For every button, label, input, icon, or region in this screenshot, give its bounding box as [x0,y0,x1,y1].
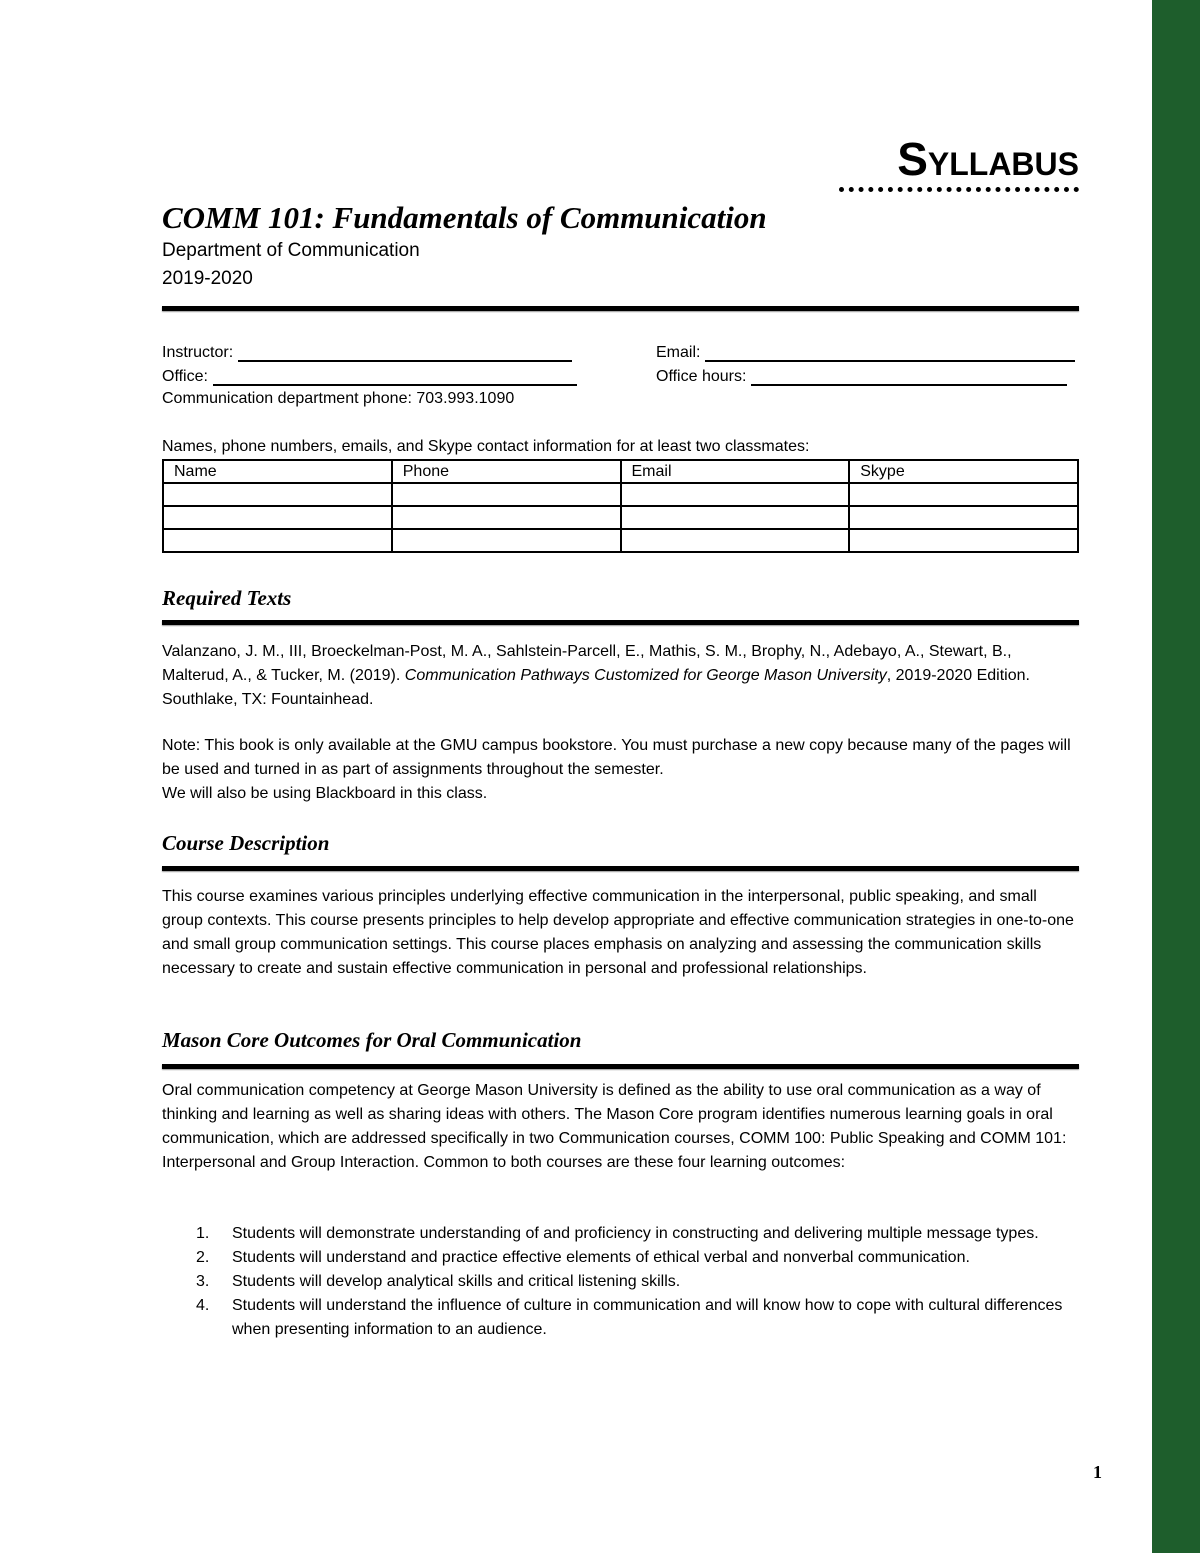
table-cell[interactable] [849,529,1078,552]
required-texts-heading: Required Texts [162,586,292,610]
table-cell[interactable] [392,483,621,506]
table-cell[interactable] [163,506,392,529]
table-cell[interactable] [621,529,850,552]
list-text: Students will demonstrate understanding of and proficiency in constructing and delivering multiple message types. [232,1225,1039,1242]
department-phone: Communication department phone: 703.993.1090 [162,390,515,407]
list-item [162,1222,1079,1246]
textbook-citation [162,640,1079,712]
list-text: Students will understand and practice effective elements of ethical verbal and nonverbal communication. [232,1249,970,1266]
column-header-phone: Phone [392,460,621,483]
table-cell[interactable] [621,506,850,529]
learning-outcomes-list [162,1222,1079,1342]
table-cell[interactable] [392,506,621,529]
table-cell[interactable] [849,483,1078,506]
section-rule [162,866,1079,871]
section-rule [162,1064,1079,1069]
citation-title: Communication Pathways Customized for George Mason University [404,667,887,684]
list-number: 4. [196,1297,210,1314]
table-cell[interactable] [163,483,392,506]
table-cell[interactable] [163,529,392,552]
header-rule [162,306,1079,311]
instructor-field [162,342,572,362]
classmates-table [162,459,1079,553]
textbook-note: Note: This book is only available at the GMU campus bookstore. You must purchase a new copy because many of the pages will be used and turned in as part of assignments throughout the semester. [162,737,1071,778]
column-header-skype: Skype [849,460,1078,483]
course-description-body: This course examines various principles underlying effective communication in the interpersonal, public speaking, and small group contexts. This course presents principles to help develop appropriate and effective communication strategies in one-to-one and small group communication settings. This course places emphasis on analyzing and assessing the communication skills necessary to create and sustain effective communication in personal and professional relationships. [162,888,1074,977]
course-title: COMM 101: Fundamentals of Communication [162,200,767,235]
table-cell[interactable] [849,506,1078,529]
mason-core-heading: Mason Core Outcomes for Oral Communication [162,1028,582,1052]
email-blank[interactable] [705,342,1075,362]
column-header-email: Email [621,460,850,483]
syllabus-heading: Syllabus [897,133,1079,185]
list-number: 1. [196,1225,210,1242]
email-field [656,342,1075,362]
office-label: Office: [162,368,208,385]
instructor-label: Instructor: [162,344,234,361]
list-text: Students will understand the influence of culture in communication and will know how to cope with cultural differences when presenting information to an audience. [232,1297,1063,1338]
blackboard-note: We will also be using Blackboard in this class. [162,785,488,802]
list-number: 2. [196,1249,210,1266]
column-header-name: Name [163,460,392,483]
page-number: 1 [1093,1462,1102,1482]
list-number: 3. [196,1273,210,1290]
section-rule [162,620,1079,625]
office-field [162,366,577,386]
table-header-row [163,460,1078,483]
department-name: Department of Communication [162,240,420,261]
table-cell[interactable] [392,529,621,552]
table-cell[interactable] [621,483,850,506]
office-hours-label: Office hours: [656,368,747,385]
citation-edition: , 2019-2020 Edition. Southlake, TX: Fountainhead. [162,667,1030,708]
list-item [162,1270,1079,1294]
table-row [163,506,1078,529]
course-description-heading: Course Description [162,831,330,855]
mason-core-body: Oral communication competency at George Mason University is defined as the ability to use oral communication as a way of thinking and learning as well as sharing ideas with others. The Mason Core program identifies numerous learning goals in oral communication, which are addressed specifically in two Communication courses, COMM 100: Public Speaking and COMM 101: Interpersonal and Group Interaction. Common to both courses are these four learning outcomes: [162,1082,1067,1171]
instructor-blank[interactable] [238,342,572,362]
office-blank[interactable] [213,366,577,386]
office-hours-field [656,366,1067,386]
dotted-divider [839,187,1079,197]
list-item [162,1294,1079,1342]
list-text: Students will develop analytical skills and critical listening skills. [232,1273,681,1290]
list-item [162,1246,1079,1270]
email-label: Email: [656,344,701,361]
classmates-prompt: Names, phone numbers, emails, and Skype contact information for at least two classmates: [162,438,810,455]
table-row [163,483,1078,506]
citation-authors: Valanzano, J. M., III, Broeckelman-Post, M. A., Sahlstein-Parcell, E., Mathis, S. M., Brophy, N., Adebayo, A., Stewart, B., Malterud, A., & Tucker, M. (2019). [162,643,1012,684]
green-side-bar [1152,0,1200,1553]
office-hours-blank[interactable] [751,366,1067,386]
academic-year: 2019-2020 [162,268,253,289]
table-row [163,529,1078,552]
